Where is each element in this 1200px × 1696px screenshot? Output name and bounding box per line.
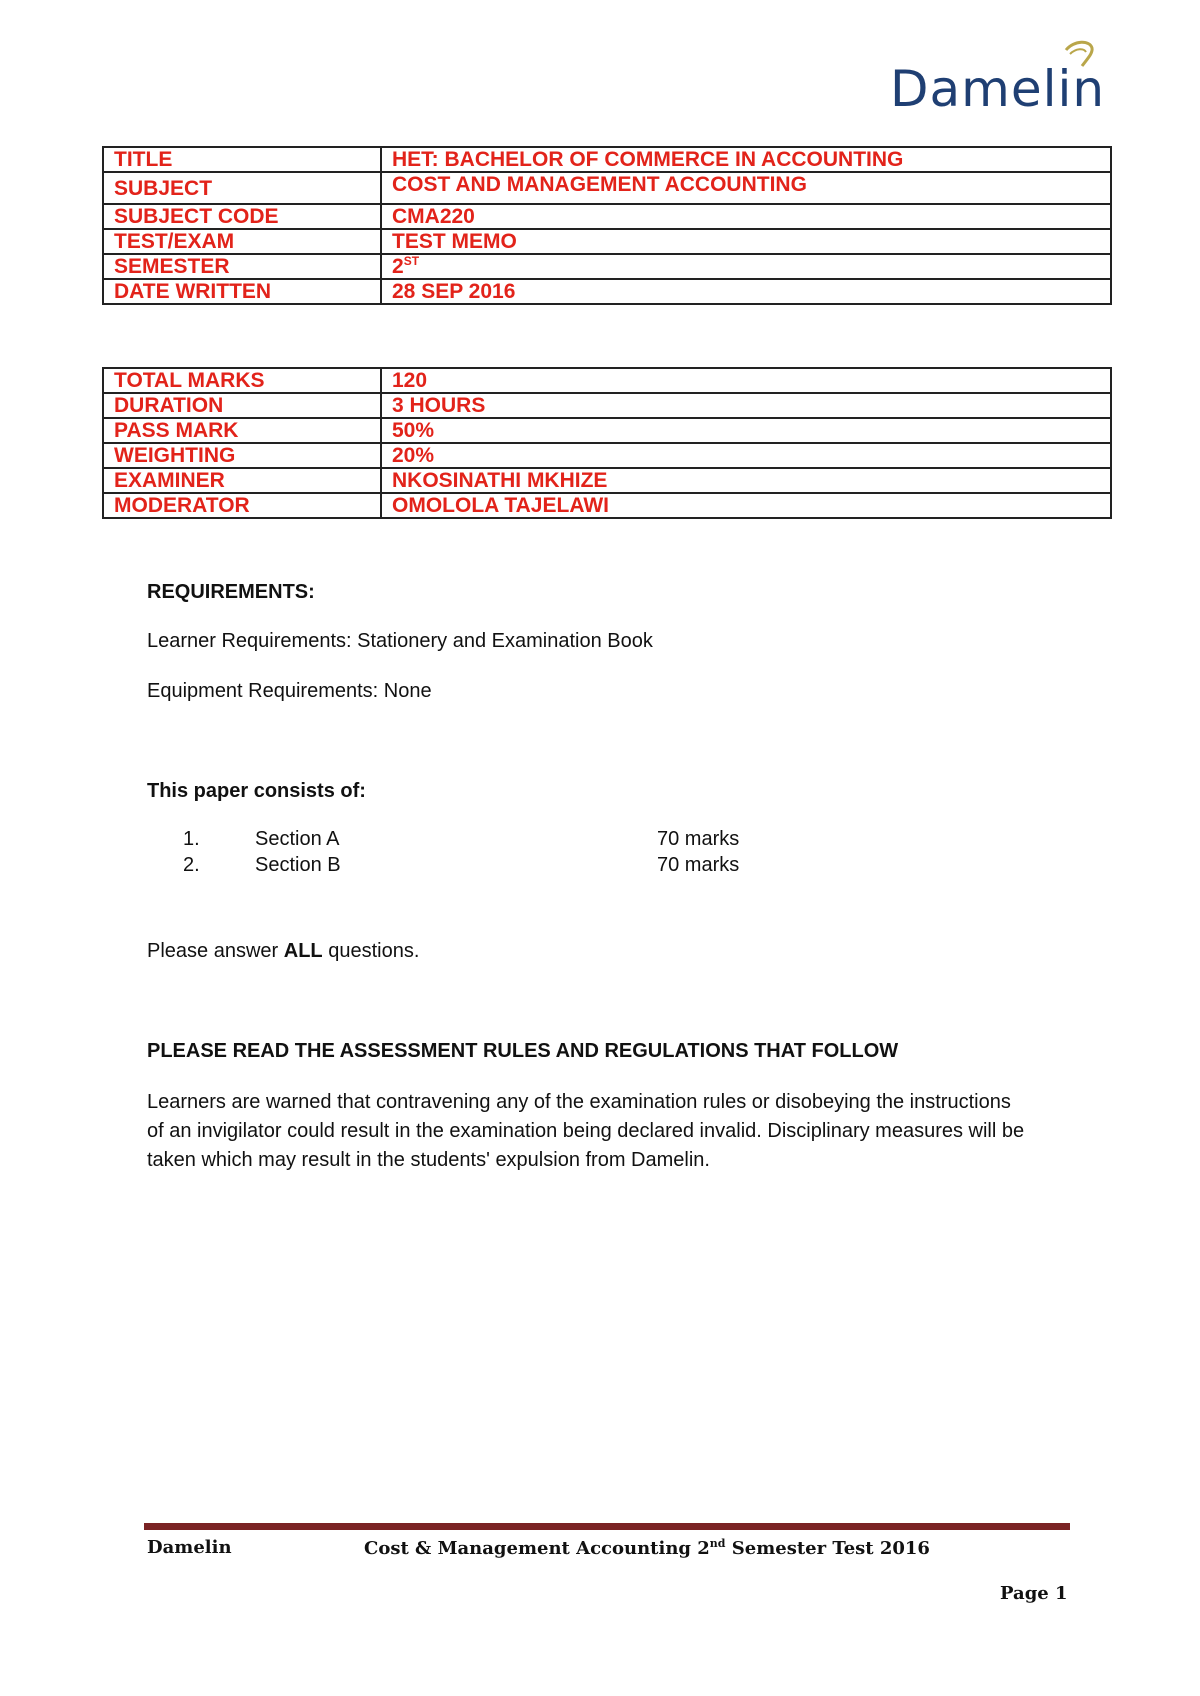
row-label: PASS MARK (103, 418, 381, 443)
table-row (103, 172, 1111, 204)
footer-course (364, 1537, 930, 1559)
damelin-logo (890, 36, 1130, 116)
row-value: COST AND MANAGEMENT ACCOUNTING (381, 172, 1111, 204)
exam-details-table (102, 367, 1112, 519)
row-value: OMOLOLA TAJELAWI (381, 493, 1111, 518)
row-value: 3 HOURS (381, 393, 1111, 418)
row-label: TITLE (103, 147, 381, 172)
row-label: DATE WRITTEN (103, 279, 381, 304)
section-number: 1. (183, 828, 200, 850)
footer-course-text-end: Semester Test 2016 (725, 1538, 930, 1559)
row-value: TEST MEMO (381, 229, 1111, 254)
instruction-emphasis: ALL (283, 940, 323, 962)
table-row (103, 368, 1111, 393)
paper-heading: This paper consists of: (147, 780, 366, 802)
table-row (103, 493, 1111, 518)
table-row (103, 468, 1111, 493)
table-row (103, 393, 1111, 418)
row-label: SEMESTER (103, 254, 381, 279)
section-name: Section A (255, 828, 340, 850)
row-label: TEST/EXAM (103, 229, 381, 254)
row-value: HET: BACHELOR OF COMMERCE IN ACCOUNTING (381, 147, 1111, 172)
row-value: 50% (381, 418, 1111, 443)
section-name: Section B (255, 854, 341, 876)
answer-instruction (147, 937, 419, 965)
table-row (103, 254, 1111, 279)
learner-requirements: Learner Requirements: Stationery and Examination Book (147, 630, 653, 652)
semester-number: 2 (392, 255, 404, 278)
instruction-text: Please answer (147, 940, 284, 962)
row-label: WEIGHTING (103, 443, 381, 468)
footer-course-sup: nd (709, 1537, 726, 1550)
section-number: 2. (183, 854, 200, 876)
row-value (381, 254, 1111, 279)
course-info-table (102, 146, 1112, 305)
footer-left: Damelin (147, 1537, 232, 1558)
row-value: CMA220 (381, 204, 1111, 229)
table-row (103, 229, 1111, 254)
footer-divider (144, 1523, 1070, 1530)
table-row (103, 443, 1111, 468)
row-value: NKOSINATHI MKHIZE (381, 468, 1111, 493)
table-row (103, 147, 1111, 172)
table-row (103, 204, 1111, 229)
row-value: 28 SEP 2016 (381, 279, 1111, 304)
table-row (103, 418, 1111, 443)
requirements-heading: REQUIREMENTS: (147, 581, 315, 603)
section-marks: 70 marks (657, 854, 740, 876)
list-item (147, 854, 847, 880)
row-value: 20% (381, 443, 1111, 468)
table-row (103, 279, 1111, 304)
section-marks: 70 marks (657, 828, 740, 850)
rules-heading: PLEASE READ THE ASSESSMENT RULES AND REGULATIONS THAT FOLLOW (147, 1040, 899, 1062)
row-label: EXAMINER (103, 468, 381, 493)
logo-text: Damelin (890, 60, 1106, 118)
row-label: MODERATOR (103, 493, 381, 518)
instruction-text-end: questions. (322, 940, 420, 962)
row-label: DURATION (103, 393, 381, 418)
equipment-requirements: Equipment Requirements: None (147, 680, 432, 702)
row-label: TOTAL MARKS (103, 368, 381, 393)
row-label: SUBJECT (103, 172, 381, 204)
row-label: SUBJECT CODE (103, 204, 381, 229)
footer-course-text: Cost & Management Accounting 2 (364, 1538, 710, 1559)
row-value: 120 (381, 368, 1111, 393)
list-item (147, 828, 847, 854)
rules-paragraph: Learners are warned that contravening any of the examination rules or disobeying the instructions of an invigilator could result in the examination being declared invalid. Disciplinary measures will be taken which may result in the students' expulsion from Damelin. (147, 1091, 1025, 1171)
page-number: Page 1 (1000, 1583, 1068, 1604)
semester-suffix: ST (403, 254, 420, 268)
